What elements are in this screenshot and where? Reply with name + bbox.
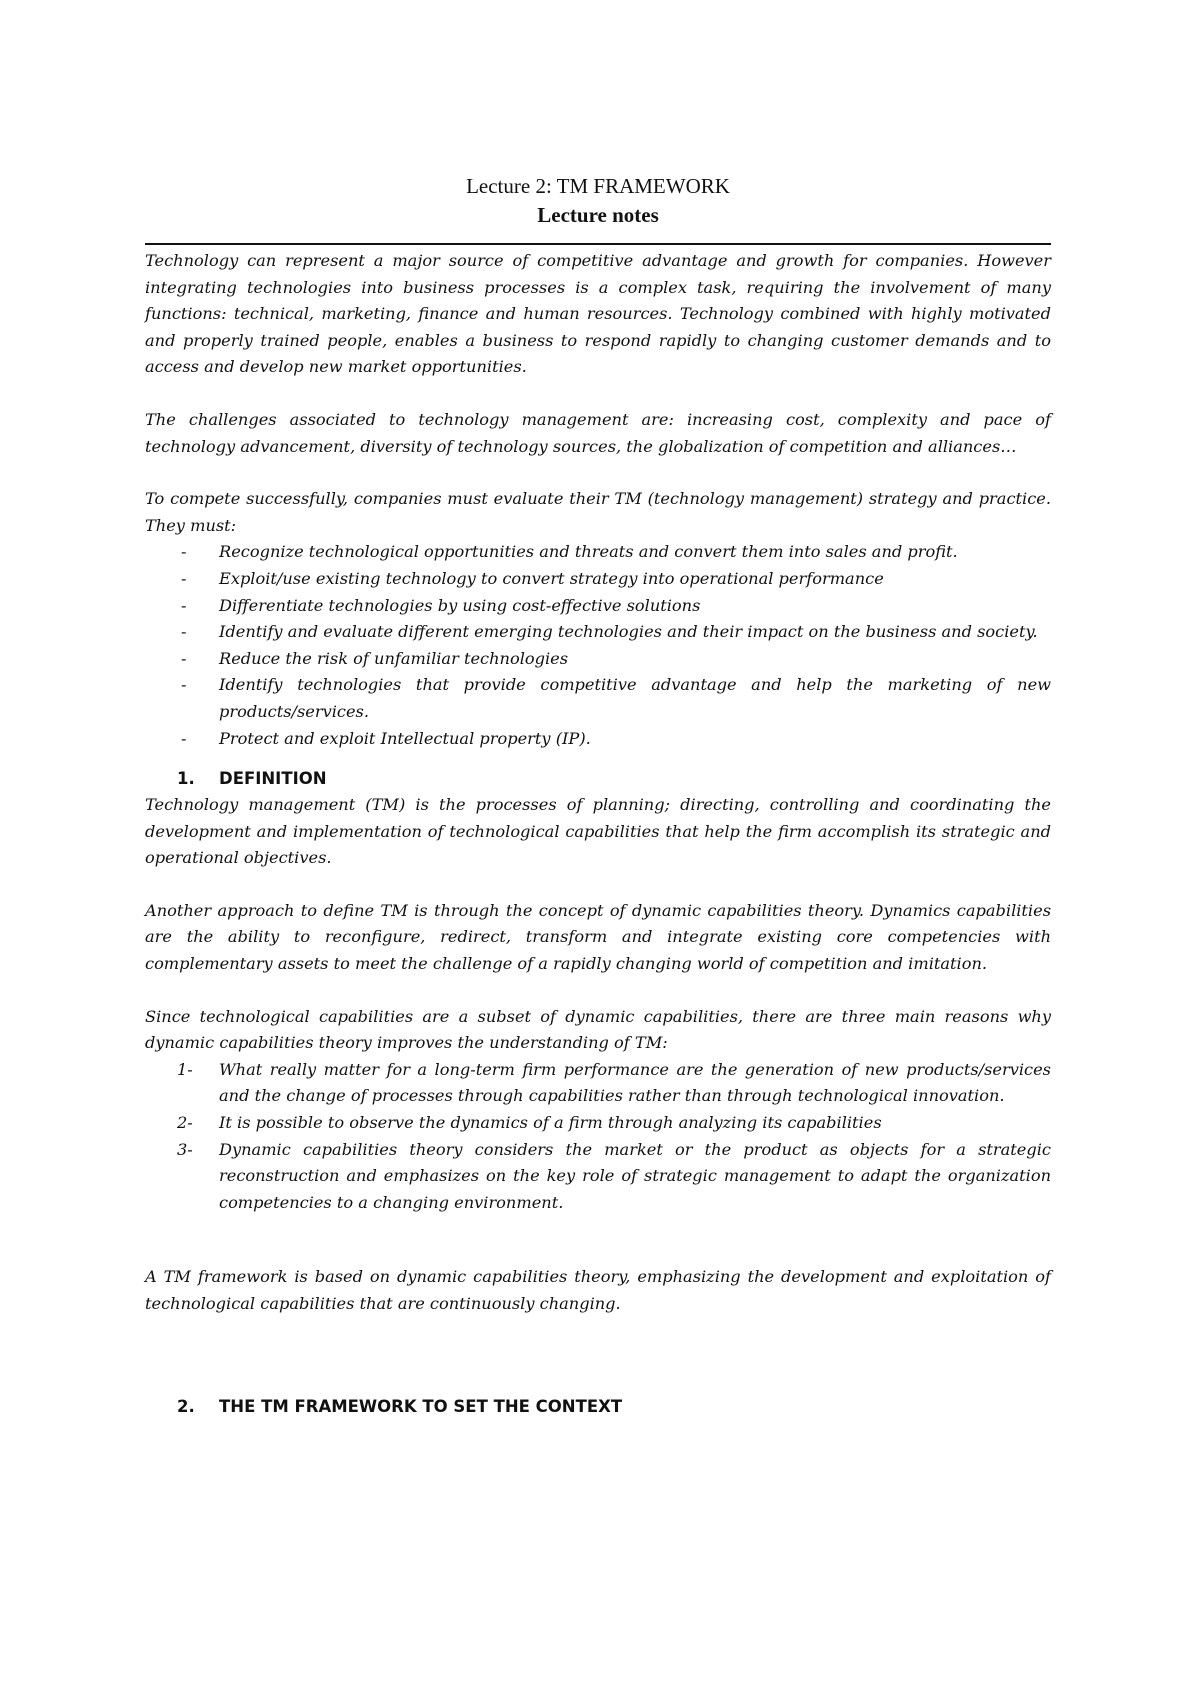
intro-paragraph-2: The challenges associated to technology management are: increasing cost, complexity and pace of technology advancement, diversity of technology sources, the globalization of competition and alliances… xyxy=(145,409,1051,456)
title-block xyxy=(145,172,1051,230)
list-number: 3- xyxy=(177,1139,193,1159)
lecture-title: Lecture 2: TM FRAMEWORK xyxy=(466,174,730,198)
reasons-list xyxy=(145,1057,1051,1217)
list-item-text: Differentiate technologies by using cost-effective solutions xyxy=(219,595,701,615)
bullet-dash: - xyxy=(181,675,187,695)
definition-paragraph-2: Another approach to define TM is through the concept of dynamic capabilities theory. Dynamics capabilities are the ability to reconfigure, redirect, transform and integrate existing core competencies with complementary assets to meet the challenge of a rapidly changing world of competition and imitation. xyxy=(145,900,1051,974)
intro-paragraph-3: To compete successfully, companies must evaluate their TM (technology management) strategy and practice. They must: xyxy=(145,489,1051,535)
intro-paragraph-1: Technology can represent a major source of competitive advantage and growth for companies. However integrating technologies into business processes is a complex task, requiring the involvement of many functions: technical, marketing, finance and human resources. Technology combined with highly motivated and properly trained people, enables a business to respond rapidly to changing customer demands and to access and develop new market opportunities. xyxy=(145,251,1051,377)
section-number: 1. xyxy=(177,769,195,789)
section-number: 2. xyxy=(177,1396,195,1416)
bullet-dash: - xyxy=(181,728,187,748)
title-divider xyxy=(145,243,1051,245)
list-item-text: Protect and exploit Intellectual property (IP). xyxy=(219,728,591,748)
list-item xyxy=(145,593,1051,620)
document-page xyxy=(145,172,1051,1420)
section-title: DEFINITION xyxy=(219,769,327,789)
bullet-dash: - xyxy=(181,542,187,562)
list-item-text: Recognize technological opportunities and threats and convert them into sales and profit. xyxy=(219,542,958,562)
list-number: 2- xyxy=(177,1113,193,1133)
list-item xyxy=(145,1110,1051,1137)
list-item xyxy=(145,1057,1051,1110)
section-heading-framework xyxy=(145,1394,1051,1420)
list-item-text: Dynamic capabilities theory considers the market or the product as objects for a strategic reconstruction and emphasizes on the key role of strategic management to adapt the organization competencies to a changing environment. xyxy=(219,1139,1051,1212)
list-item-text: Reduce the risk of unfamiliar technologies xyxy=(219,648,569,668)
bullet-dash: - xyxy=(181,595,187,615)
list-item-text: It is possible to observe the dynamics of a firm through analyzing its capabilities xyxy=(219,1113,882,1133)
bullet-dash: - xyxy=(181,648,187,668)
definition-paragraph-4: A TM framework is based on dynamic capabilities theory, emphasizing the development and exploitation of technological capabilities that are continuously changing. xyxy=(145,1267,1051,1313)
list-item xyxy=(145,646,1051,673)
list-item-text: Identify and evaluate different emerging technologies and their impact on the business and society. xyxy=(219,622,1038,642)
tm-requirements-list xyxy=(145,539,1051,752)
list-item xyxy=(145,539,1051,566)
lecture-subtitle: Lecture notes xyxy=(537,203,659,227)
definition-paragraph-3: Since technological capabilities are a subset of dynamic capabilities, there are three main reasons why dynamic capabilities theory improves the understanding of TM: xyxy=(145,1006,1051,1053)
section-title: THE TM FRAMEWORK TO SET THE CONTEXT xyxy=(219,1396,623,1416)
list-item xyxy=(145,619,1051,646)
list-item xyxy=(145,1137,1051,1217)
section-heading-definition xyxy=(145,766,1051,792)
list-item-text: Identify technologies that provide competitive advantage and help the marketing of new products/services. xyxy=(219,675,1051,721)
definition-paragraph-1: Technology management (TM) is the processes of planning; directing, controlling and coordinating the development and implementation of technological capabilities that help the firm accomplish its strategic and operational objectives. xyxy=(145,795,1051,868)
list-item-text: What really matter for a long-term firm performance are the generation of new products/services and the change of processes through capabilities rather than through technological innovation. xyxy=(219,1059,1051,1106)
list-item xyxy=(145,726,1051,753)
list-item xyxy=(145,566,1051,593)
document-body xyxy=(145,248,1051,1420)
list-item-text: Exploit/use existing technology to convert strategy into operational performance xyxy=(219,568,884,588)
list-item xyxy=(145,672,1051,725)
list-number: 1- xyxy=(177,1059,193,1079)
bullet-dash: - xyxy=(181,568,187,588)
bullet-dash: - xyxy=(181,622,187,642)
